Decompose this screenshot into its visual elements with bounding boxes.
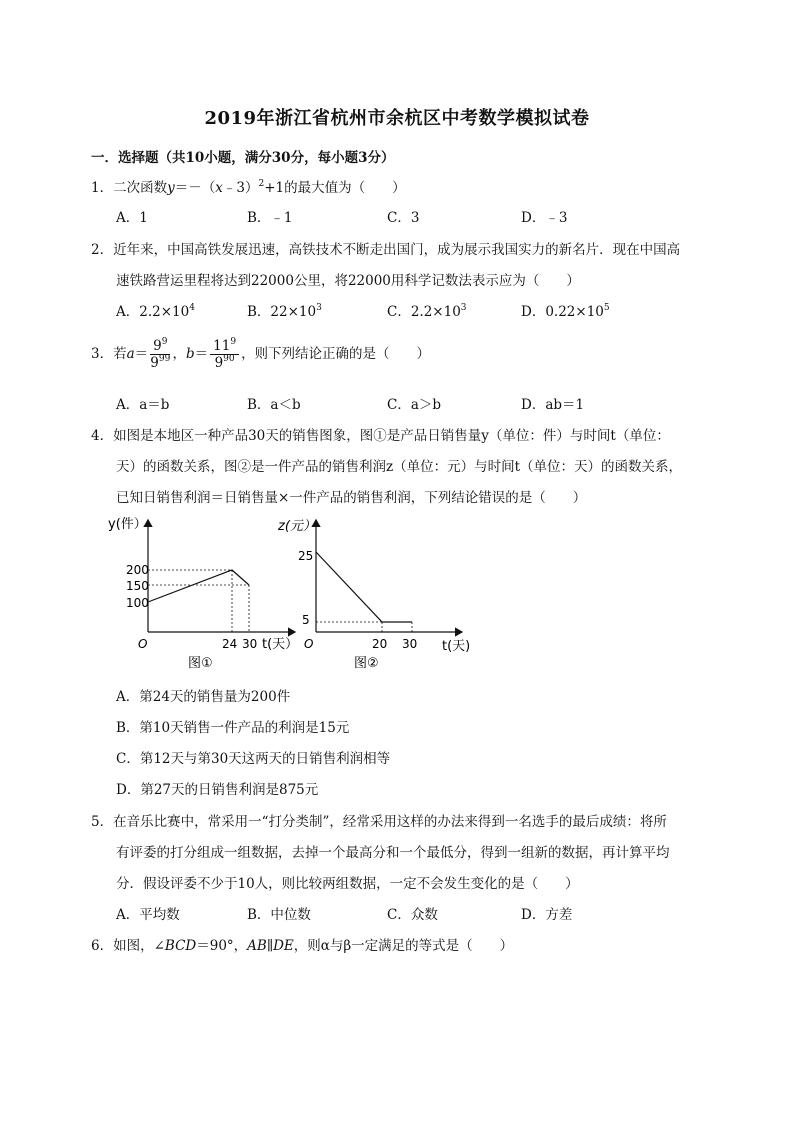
question-4-option-d: D．第27天的日销售利润是875元 xyxy=(116,782,319,798)
question-3-option-d: D．ab＝1 xyxy=(521,397,585,413)
question-1-option-a: A．1 xyxy=(116,210,148,226)
question-5-stem-line-2: 有评委的打分组成一组数据，去掉一个最高分和一个最低分，得到一组新的数据，再计算平均 xyxy=(116,845,670,861)
figure-1-caption: 图① xyxy=(188,656,213,671)
question-3-option-a: A．a＝b xyxy=(116,397,170,413)
figure-1-x-tick-30: 30 xyxy=(242,637,258,651)
exam-title: 2019年浙江省杭州市余杭区中考数学模拟试卷 xyxy=(204,108,590,129)
question-2-option-a: A．$2.2\times 10^4$ xyxy=(116,303,195,320)
question-3-option-c: C．a＞b xyxy=(387,397,442,413)
question-4-option-c: C．第12天与第30天这两天的日销售利润相等 xyxy=(116,751,391,767)
question-5-stem-line-1: 5．在音乐比赛中，常采用一“打分类制”，经常采用这样的办法来得到一名选手的最后成绩：将所 xyxy=(91,814,667,830)
figure-1-sales-line xyxy=(148,570,249,602)
question-2-option-b: B．$22\times 10^3$ xyxy=(247,303,322,320)
question-3-stem: 3．若a＝ $\frac{9^9}{9^{99}}$ ，b＝ $\frac{11^9}{9^{90}}$ ，则下列结论正确的是（ ） xyxy=(91,337,431,371)
question-1-option-c: C．3 xyxy=(387,210,420,226)
fraction-a: $\frac{9^9}{9^{99}}$ xyxy=(150,337,171,371)
figure-2-x-tick-30: 30 xyxy=(402,637,418,651)
figure-1-y-tick-200: 200 xyxy=(126,563,149,577)
figure-2-x-label: t(天) xyxy=(442,639,471,654)
figure-2-profit-line xyxy=(316,552,412,622)
figure-2-caption: 图② xyxy=(354,656,379,671)
fraction-b: $\frac{11^9}{9^{90}}$ xyxy=(210,338,239,371)
figure-2-origin: O xyxy=(304,637,314,651)
figure-2-y-tick-5: 5 xyxy=(302,613,310,627)
question-5-option-b: B．中位数 xyxy=(247,907,311,923)
question-1-option-d: D．﹣3 xyxy=(521,210,568,226)
question-5-option-c: C．众数 xyxy=(387,907,438,923)
question-1-stem: 1．二次函数y＝－（x﹣3）$^2$+1的最大值为（ ） xyxy=(91,179,406,196)
question-4-option-b: B．第10天销售一件产品的利润是15元 xyxy=(116,720,350,736)
figure-1-origin: O xyxy=(138,637,148,651)
figure-1-x-label: t(天） xyxy=(262,637,299,652)
figure-1-y-tick-150: 150 xyxy=(126,579,149,593)
section-heading: 一．选择题（共10小题，满分30分，每小题3分） xyxy=(91,150,395,166)
question-6-stem: 6．如图，∠BCD＝90°，AB∥DE，则α与β一定满足的等式是（ ） xyxy=(91,938,514,954)
question-2-option-c: C．$2.2\times 10^3$ xyxy=(387,303,467,320)
question-1-option-b: B．﹣1 xyxy=(247,210,293,226)
figure-2-y-label: z(元） xyxy=(278,519,316,534)
figure-1-y-tick-100: 100 xyxy=(126,596,149,610)
figure-2-y-tick-25: 25 xyxy=(298,549,314,563)
question-3-option-b: B．a＜b xyxy=(247,397,301,413)
question-2-option-d: D．$0.22\times 10^5$ xyxy=(521,303,610,320)
question-4-option-a: A．第24天的销售量为200件 xyxy=(116,689,291,705)
question-5-option-d: D．方差 xyxy=(521,907,573,923)
question-4-stem-line-1: 4．如图是本地区一种产品30天的销售图象，图①是产品日销售量y（单位：件）与时间t（单位： xyxy=(91,428,670,444)
figure-2-x-tick-20: 20 xyxy=(372,637,388,651)
figure-1 xyxy=(100,512,300,672)
question-5-option-a: A．平均数 xyxy=(116,907,180,923)
figure-1-y-label: y(件） xyxy=(108,517,147,532)
question-2-stem-line-2: 速铁路营运里程将达到22000公里，将22000用科学记数法表示应为（ ） xyxy=(116,273,580,289)
question-4-stem-line-2: 天）的函数关系，图②是一件产品的销售利润z（单位：元）与时间t（单位：天）的函数关系， xyxy=(116,459,683,475)
question-2-stem-line-1: 2．近年来，中国高铁发展迅速，高铁技术不断走出国门，成为展示我国实力的新名片．现在中国高 xyxy=(91,242,681,258)
figure-1-x-tick-24: 24 xyxy=(222,637,238,651)
question-4-stem-line-3: 已知日销售利润＝日销售量×一件产品的销售利润，下列结论错误的是（ ） xyxy=(116,490,587,506)
figure-2 xyxy=(272,512,472,672)
question-5-stem-line-3: 分．假设评委不少于10人，则比较两组数据，一定不会发生变化的是（ ） xyxy=(116,876,579,892)
